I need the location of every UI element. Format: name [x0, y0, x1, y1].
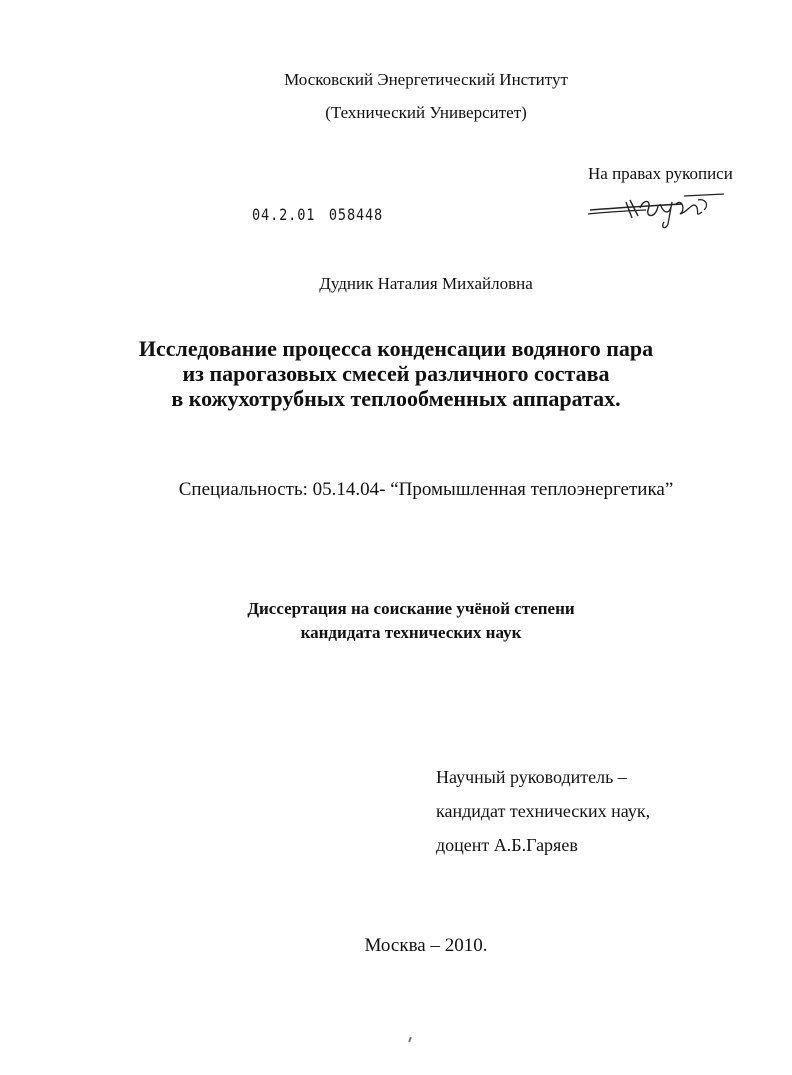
- stamp-code-part2: 058448: [328, 205, 384, 224]
- city-year: Москва – 2010.: [364, 935, 488, 956]
- title-line: из парогазовых смесей различного состава: [182, 361, 610, 386]
- supervisor-line: доцент А.Б.Гаряев: [436, 835, 578, 855]
- stamp-code-part1: 04.2.01: [252, 205, 316, 224]
- manuscript-rights-note: На правах рукописи: [588, 164, 733, 183]
- specialty-line: Специальность: 05.14.04- “Промышленная теплоэнергетика”: [178, 479, 674, 500]
- university-subtitle: (Технический Университет): [325, 103, 527, 122]
- supervisor-line: Научный руководитель –: [436, 767, 627, 787]
- title-line: Исследование процесса конденсации водяного пара: [138, 336, 654, 361]
- title-line: в кожухотрубных теплообменных аппаратах.: [171, 386, 621, 411]
- degree-statement: [0, 597, 792, 645]
- degree-line: Диссертация на соискание учёной степени: [247, 599, 575, 618]
- institute-name: Московский Энергетический Институт: [284, 70, 568, 89]
- degree-line: кандидата технических наук: [300, 623, 522, 642]
- scan-artifact: [408, 1037, 412, 1042]
- supervisor-block: [436, 760, 650, 862]
- handwritten-signature: [586, 188, 726, 232]
- supervisor-line: кандидат технических наук,: [436, 801, 651, 821]
- catalog-stamp: [252, 205, 383, 224]
- author-name: Дудник Наталия Михайловна: [319, 274, 533, 293]
- dissertation-title: [0, 336, 792, 411]
